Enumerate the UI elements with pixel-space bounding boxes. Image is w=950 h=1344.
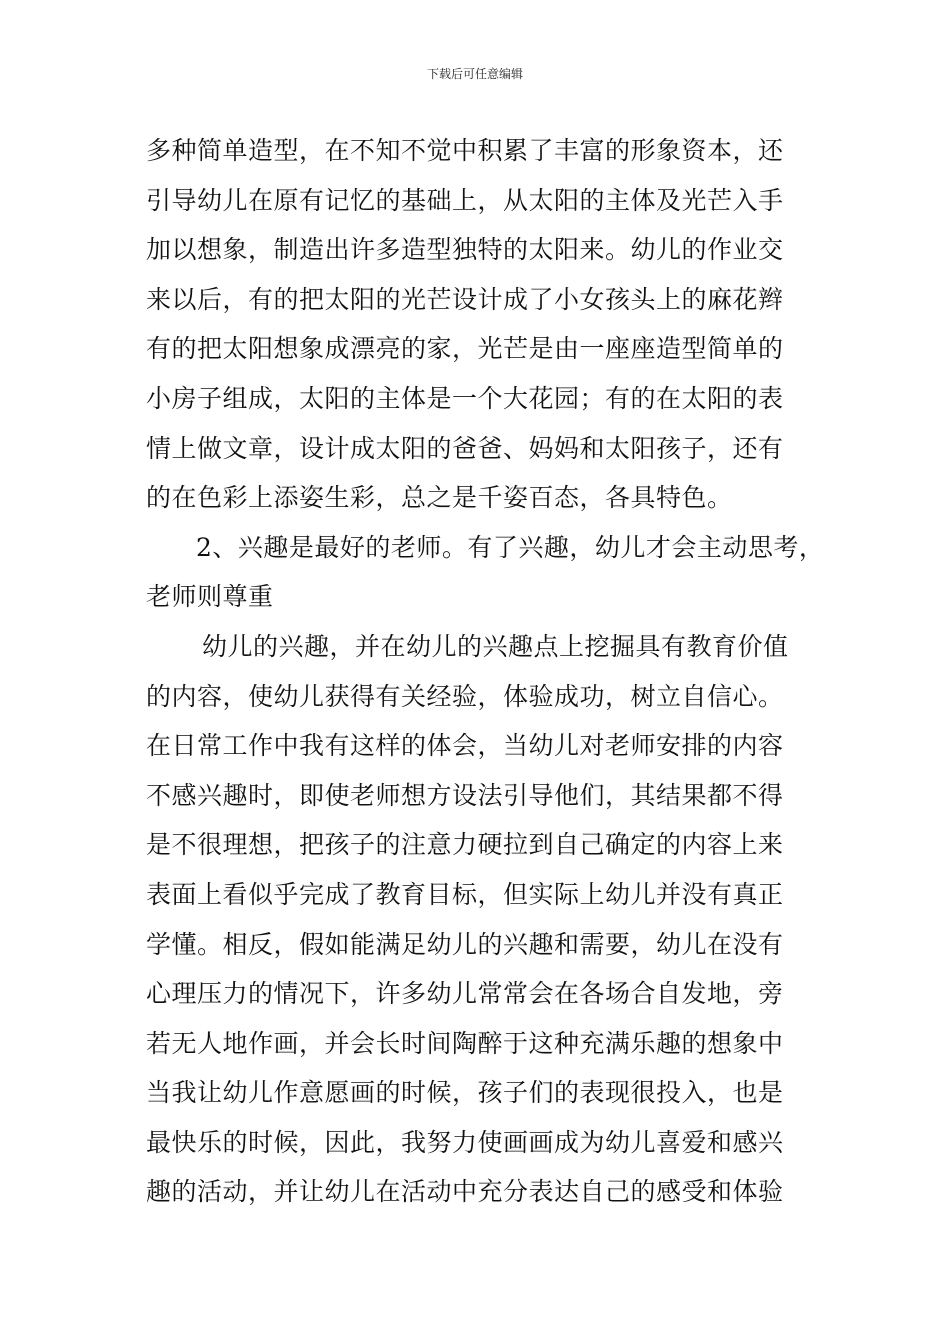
text-line: 表面上看似乎完成了教育目标，但实际上幼儿并没有真正 — [146, 879, 784, 909]
text-line: 的在色彩上添姿生彩，总之是千姿百态，各具特色。 — [146, 483, 733, 513]
text-line: 当我让幼儿作意愿画的时候，孩子们的表现很投入，也是 — [146, 1078, 784, 1108]
section-heading-line: 老师则尊重 — [146, 582, 274, 612]
page-header-note: 下载后可任意编辑 — [426, 67, 523, 81]
text-line: 心理压力的情况下，许多幼儿常常会在各场合自发地，旁 — [146, 979, 784, 1009]
text-line: 若无人地作画，并会长时间陶醉于这种充满乐趣的想象中 — [146, 1028, 784, 1058]
text-line: 在日常工作中我有这样的体会，当幼儿对老师安排的内容 — [146, 731, 784, 761]
text-line: 趣的活动，并让幼儿在活动中充分表达自己的感受和体验 — [146, 1177, 784, 1207]
document-body — [146, 126, 825, 1217]
text-line: 的内容，使幼儿获得有关经验，体验成功，树立自信心。 — [146, 681, 784, 711]
text-line: 小房子组成，太阳的主体是一个大花园；有的在太阳的表 — [146, 383, 784, 413]
paragraph-start-line: 幼儿的兴趣，并在幼儿的兴趣点上挖掘具有教育价值 — [202, 631, 789, 661]
text-line: 情上做文章，设计成太阳的爸爸、妈妈和太阳孩子，还有 — [146, 433, 784, 463]
text-line: 最快乐的时候，因此，我努力使画画成为幼儿喜爱和感兴 — [146, 1127, 784, 1157]
text-line: 是不很理想，把孩子的注意力硬拉到自己确定的内容上来 — [146, 830, 784, 860]
text-line: 不感兴趣时，即使老师想方设法引导他们，其结果都不得 — [146, 780, 784, 810]
text-line: 多种简单造型，在不知不觉中积累了丰富的形象资本，还 — [146, 136, 784, 165]
text-line: 引导幼儿在原有记忆的基础上，从太阳的主体及光芒入手 — [146, 185, 784, 215]
section-heading-line: 2、兴趣是最好的老师。有了兴趣，幼儿才会主动思考， — [196, 532, 825, 562]
text-line: 来以后，有的把太阳的光芒设计成了小女孩头上的麻花辫 — [146, 284, 784, 314]
text-line: 加以想象，制造出许多造型独特的太阳来。幼儿的作业交 — [146, 235, 784, 265]
text-line: 有的把太阳想象成漂亮的家，光芒是由一座座造型简单的 — [146, 334, 784, 364]
text-line: 学懂。相反，假如能满足幼儿的兴趣和需要，幼儿在没有 — [146, 929, 784, 959]
